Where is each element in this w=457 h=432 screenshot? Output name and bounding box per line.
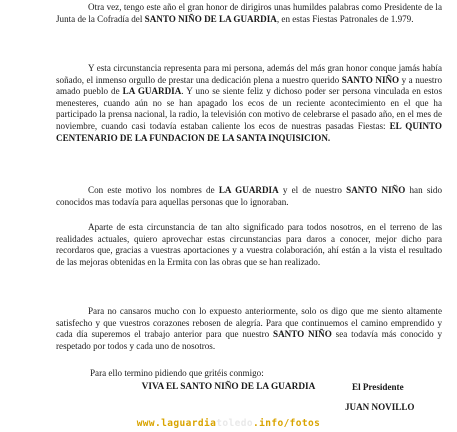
p5-text-c: sea todavía más conocido y respetado por todos y cada uno de nosotros.	[56, 329, 442, 351]
p2-bold-la-guardia: LA GUARDIA	[122, 86, 182, 97]
p3-text-c: y el de nuestro	[278, 185, 347, 195]
signature-name: JUAN NOVILLO	[345, 402, 415, 412]
paragraph-2	[56, 63, 442, 144]
p3-bold-santo-nino: SANTO NIÑO	[346, 185, 406, 195]
p1-text-a: Otra vez, tengo este año el gran honor de dirigiros unas humildes palabras como Presidente de la Junta de la Cofradía del	[56, 2, 442, 24]
closing-line: Para ello termino pidiendo que gritéis conmigo:	[90, 368, 264, 378]
signature-role: El Presidente	[352, 382, 404, 392]
p5-bold-santo-nino: SANTO NIÑO	[273, 329, 332, 340]
p3-text-e: han sido conocidos mas todavía para aquellas personas que lo ignoraban.	[56, 185, 442, 207]
p2-text-a: Y esta circunstancia representa para mi persona, además del más gran honor conque jamás había soñado, el inmenso orgullo de prestar una dedicación plena a nuestro querido	[56, 63, 442, 85]
paragraph-1	[56, 2, 442, 25]
p2-bold-santo-nino: SANTO NIÑO	[341, 74, 400, 85]
watermark	[0, 418, 457, 429]
watermark-part-2: toledo	[216, 418, 253, 429]
p5-text-a: Para no cansaros mucho con lo expuesto anteriormente, solo os digo que me siento altamente satisfecho y que vuestros corazones rebosen de alegría. Para que continuemos el camino emprendido y cada día superemos el trabajo anterior para que nuestro	[56, 306, 442, 340]
p3-text-a: Con este motivo los nombres de	[88, 185, 219, 195]
watermark-part-3: .info/fotos	[252, 418, 321, 429]
cheer-line: VIVA EL SANTO NIÑO DE LA GUARDIA	[141, 382, 316, 392]
paragraph-5	[56, 306, 442, 352]
paragraph-3	[56, 185, 442, 208]
paragraph-4: Aparte de esta circunstancia de tan alto significado para todos nosotros, en el terreno de las realidades actuales, quiero aprovechar estas circunstancias para daros a conocer, mejor dicho para recordaros que, gracias a vuestras aportaciones y a vuestra colaboración, ahí están a la vista el resultado de las mejoras obtenidas en la Ermita con las obras que se han realizado.	[56, 222, 442, 267]
p2-bold-quinto-centenario: EL QUINTO CENTENARIO DE LA FUNDACION DE LA SANTA INQUISICION.	[56, 120, 443, 143]
p1-bold-santo-nino: SANTO NIÑO DE LA GUARDIA	[144, 13, 277, 24]
p1-text-c: , en estas Fiestas Patronales de 1.979.	[276, 13, 414, 24]
p2-text-e: . Y uno se siente feliz y dichoso poder ser persona vinculada en estos menesteres, cuando aún no se han apagado los ecos de un reciente acontecimiento en el que ha participado la prensa nacional, la radio, la televisión con motivo de celebrarse el pasado año, en el mes de noviembre, cuando casi todavía estaban caliente los ecos de nuestras pasadas Fiestas:	[56, 86, 442, 131]
p2-text-c: y a nuestro amado pueblo de	[56, 74, 442, 97]
p3-bold-la-guardia: LA GUARDIA	[218, 185, 279, 195]
watermark-part-1: www.laguardia	[136, 418, 217, 429]
